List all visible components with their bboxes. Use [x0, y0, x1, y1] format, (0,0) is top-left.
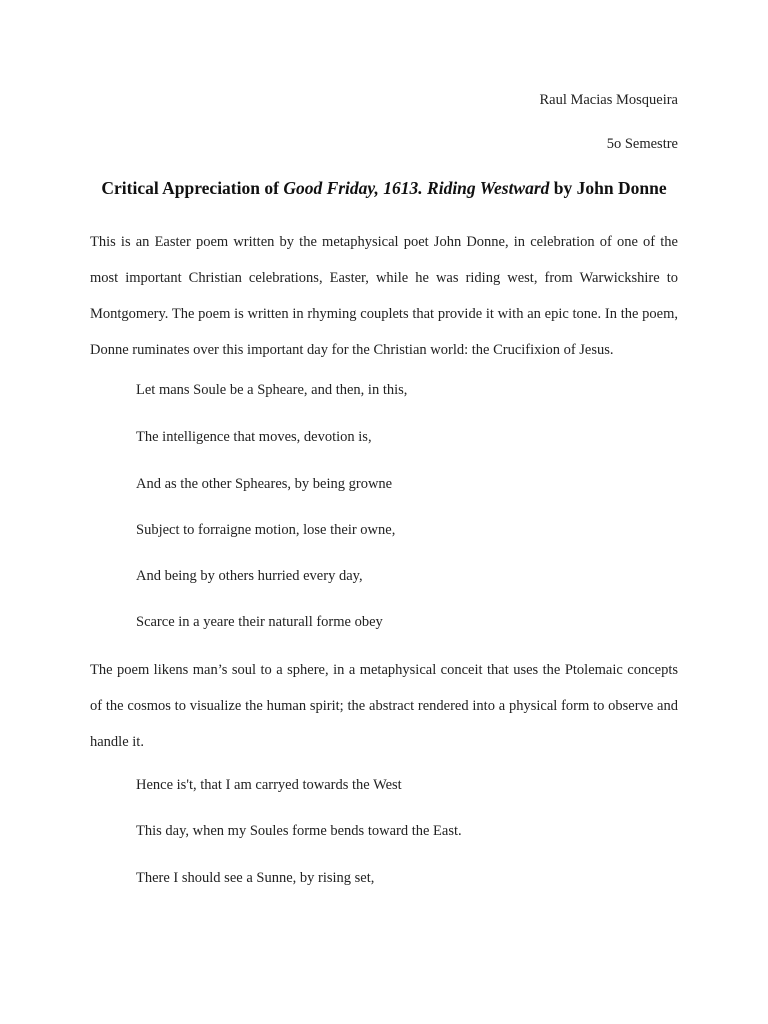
verse-line: Let mans Soule be a Spheare, and then, in this,	[136, 382, 408, 398]
verse-line: This day, when my Soules forme bends toward the East.	[136, 823, 462, 839]
essay-title	[0, 178, 768, 199]
title-suffix: by John Donne	[549, 178, 667, 198]
title-prefix: Critical Appreciation of	[101, 178, 284, 198]
paragraph-analysis: The poem likens man’s soul to a sphere, in a metaphysical conceit that uses the Ptolemaic concepts of the cosmos to visualize the human spirit; the abstract rendered into a physical form to observe and handle it.	[90, 662, 678, 750]
paragraph-intro: This is an Easter poem written by the metaphysical poet John Donne, in celebration of one of the most important Christian celebrations, Easter, while he was riding west, from Warwickshire to Montgomery. The poem is written in rhyming couplets that provide it with an epic tone. In the poem, Donne ruminates over this important day for the Christian world: the Crucifixion of Jesus.	[90, 234, 678, 358]
verse-line: And as the other Spheares, by being growne	[136, 476, 393, 492]
verse-line: The intelligence that moves, devotion is,	[136, 429, 372, 445]
verse-line: Scarce in a yeare their naturall forme obey	[136, 614, 383, 630]
semester-label: 5o Semestre	[606, 136, 678, 152]
title-work: Good Friday, 1613. Riding Westward	[283, 178, 550, 198]
verse-line: Subject to forraigne motion, lose their owne,	[136, 522, 396, 538]
verse-line: There I should see a Sunne, by rising set,	[136, 870, 375, 886]
author-name: Raul Macias Mosqueira	[539, 92, 678, 108]
verse-line: And being by others hurried every day,	[136, 568, 363, 584]
verse-line: Hence is't, that I am carryed towards the West	[136, 777, 402, 793]
